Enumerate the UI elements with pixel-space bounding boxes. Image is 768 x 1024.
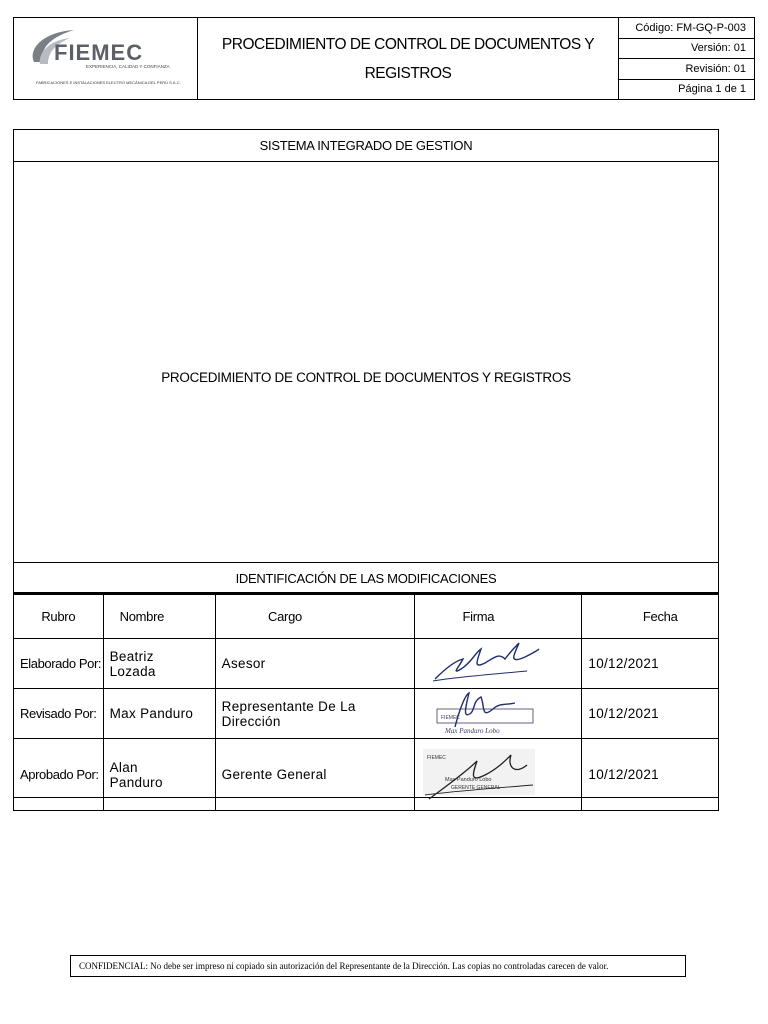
confidential-footer: CONFIDENCIAL: No debe ser impreso ni copiado sin autorización del Representante de la Dirección. Las copias no controladas carecen de valor. [70,955,686,977]
fecha-cell: 10/12/2021 [582,639,719,689]
fecha-cell: 10/12/2021 [582,739,719,811]
cargo-cell: Gerente General [215,739,415,811]
svg-text:Max Panduro Lobo: Max Panduro Lobo [445,777,492,783]
system-title: SISTEMA INTEGRADO DE GESTION [14,130,718,162]
rubro-cell: Aprobado Por: [14,739,104,811]
codigo: Código: FM-GQ-P-003 [619,18,755,39]
firma-cell [415,639,582,689]
title-line-1: PROCEDIMIENTO DE CONTROL DE DOCUMENTOS Y [221,35,595,53]
pagina: Página 1 de 1 [619,79,755,100]
cargo-cell: Representante De La Dirección [215,689,415,739]
nombre-cell: Max Panduro [103,689,215,739]
nombre-cell: Beatriz Lozada [103,639,215,689]
signature-stamp-image [415,689,555,735]
rubro-cell: Elaborado Por: [14,639,104,689]
table-row [14,739,719,811]
header-fecha: Fecha [582,595,719,639]
header-rubro: Rubro [14,595,104,639]
logo-tagline: EXPERIENCIA, CALIDAD Y CONFIANZA [86,64,170,69]
document-header [13,17,755,100]
logo-brand: FIEMEC [54,40,144,65]
revision: Revisión: 01 [619,59,755,80]
svg-text:Max Panduro Lobo: Max Panduro Lobo [445,727,500,735]
svg-text:FIEMEC: FIEMEC [441,715,461,721]
document-title: PROCEDIMIENTO DE CONTROL DE DOCUMENTOS Y REGISTROS [161,370,571,385]
modifications-table [13,594,719,811]
svg-text:FIEMEC: FIEMEC [427,755,447,761]
table-row [14,689,719,739]
signature-stamp-image [415,739,555,807]
page-title [198,18,619,100]
nombre-cell: Alan Panduro [103,739,215,811]
rubro-cell: Revisado Por: [14,689,104,739]
header-cargo: Cargo [215,595,415,639]
company-logo [14,18,197,94]
signature-image [415,639,555,685]
fecha-cell: 10/12/2021 [582,689,719,739]
logo-cell [14,18,198,100]
cargo-cell: Asesor [215,639,415,689]
header-firma: Firma [415,595,582,639]
modifications-title: IDENTIFICACIÓN DE LAS MODIFICACIONES [14,562,718,594]
title-line-2: REGISTROS [364,64,452,82]
main-box [13,129,719,798]
logo-company: FABRICACIONES E INSTALACIONES ELECTRO MECÁNICA DEL PERÚ S.A.C. [36,80,181,85]
firma-cell [415,689,582,739]
table-row [14,639,719,689]
svg-text:GERENTE GENERAL: GERENTE GENERAL [451,785,501,791]
table-header-row [14,595,719,639]
version: Versión: 01 [619,38,755,59]
firma-cell [415,739,582,811]
header-nombre: Nombre [103,595,215,639]
